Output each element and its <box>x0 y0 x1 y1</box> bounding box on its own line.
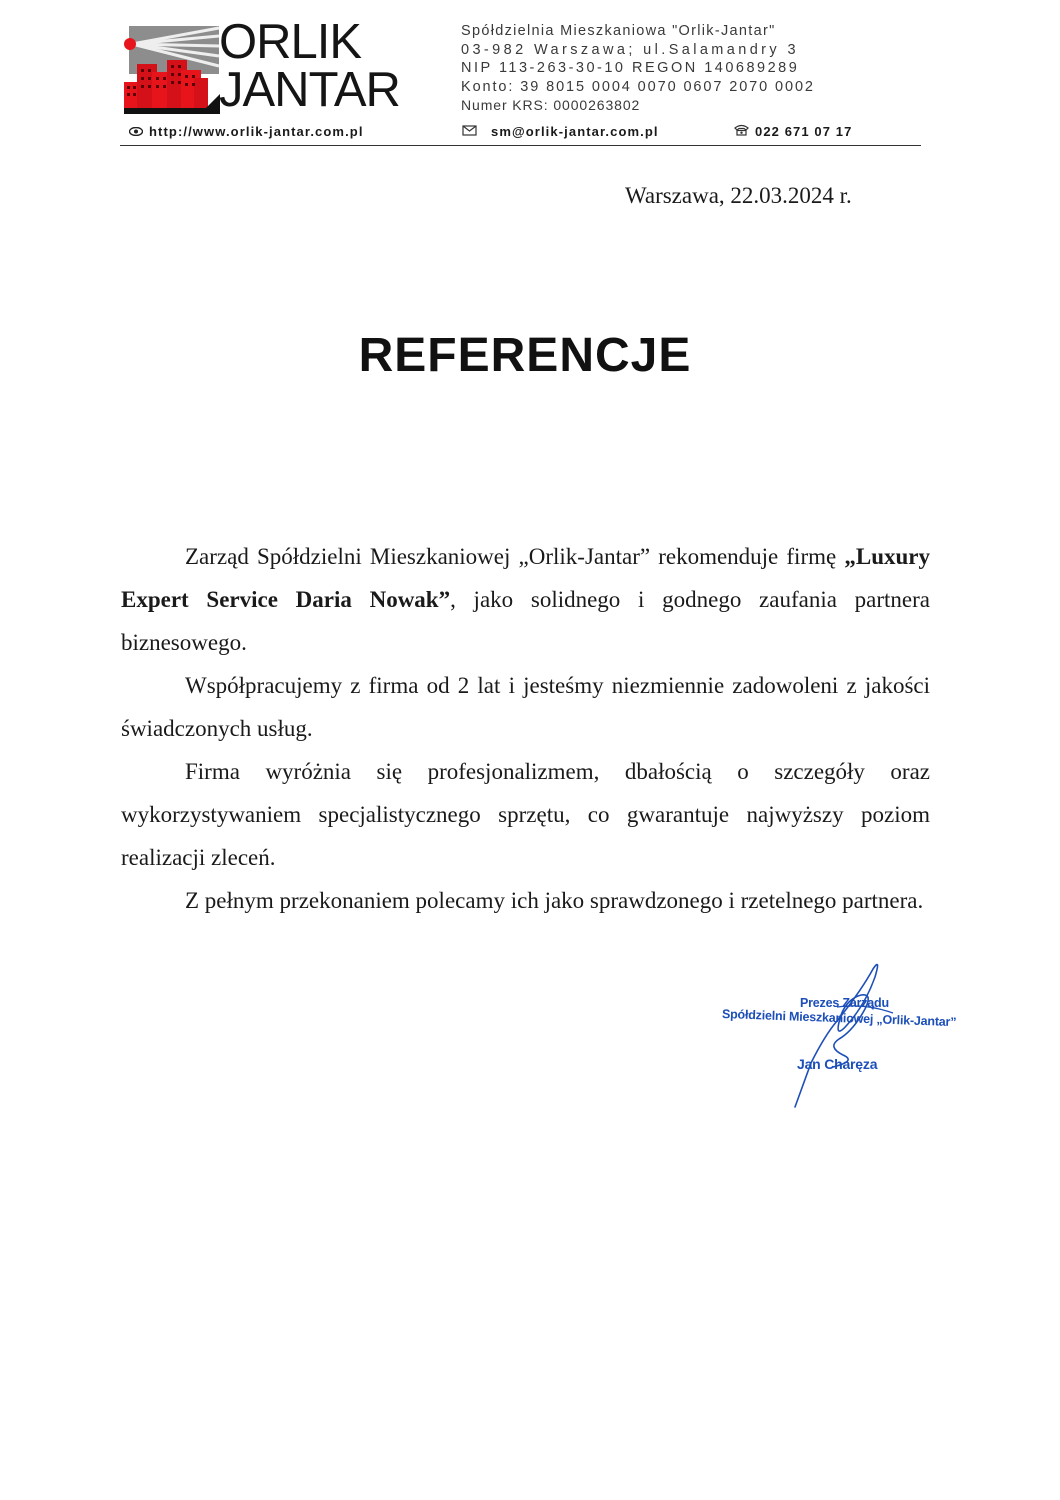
paragraph-3: Firma wyróżnia się profesjonalizmem, dbałością o szczegóły oraz wykorzystywaniem specjalistycznego sprzętu, co gwarantuje najwyższy poziom realizacji zleceń. <box>121 759 930 870</box>
paragraph-2: Współpracujemy z firma od 2 lat i jesteśmy niezmiennie zadowoleni z jakości świadczonych usług. <box>121 673 930 741</box>
paragraph-1-end: , jako solidnego i godnego zaufania partnera biznesowego. <box>121 587 930 655</box>
company-name: Spółdzielnia Mieszkaniowa "Orlik-Jantar" <box>461 23 776 39</box>
paragraph-1-intro: Zarząd Spółdzielni Mieszkaniowej „Orlik-Jantar” rekomenduje firmę <box>185 544 845 569</box>
phone-number: 022 671 07 17 <box>755 124 853 139</box>
stamp-signatory-name: Jan Charęza <box>797 1056 878 1072</box>
eye-icon <box>129 124 143 139</box>
stamp-organization: Spółdzielni Mieszkaniowej „Orlik-Jantar” <box>721 1007 957 1030</box>
building-logo-icon <box>124 22 224 116</box>
website-link[interactable]: http://www.orlik-jantar.com.pl <box>149 124 364 139</box>
company-krs: Numer KRS: 0000263802 <box>461 97 641 113</box>
website-contact <box>129 124 364 139</box>
paragraph-4: Z pełnym przekonaniem polecamy ich jako sprawdzonego i rzetelnego partnera. <box>185 888 924 913</box>
signature-stamp <box>715 955 975 1115</box>
letterhead-divider <box>120 145 921 146</box>
email-contact <box>462 124 659 139</box>
handwritten-signature-icon <box>715 955 975 1115</box>
company-address: 03-982 Warszawa; ul.Salamandry 3 <box>461 41 799 58</box>
stamp-role: Prezes Zarządu <box>800 996 889 1010</box>
envelope-icon <box>462 124 477 139</box>
phone-contact <box>734 124 852 139</box>
letter-title <box>0 328 1060 383</box>
logo-wordmark <box>219 15 400 117</box>
company-nip-regon: NIP 113-263-30-10 REGON 140689289 <box>461 60 800 76</box>
letter-body <box>121 535 930 922</box>
recommended-company: „Luxury Expert Service Daria Nowak” <box>121 544 930 612</box>
logo-line-1: ORLIK <box>219 15 362 69</box>
letter-title-text: REFERENCJE <box>358 329 692 382</box>
phone-icon <box>734 124 749 139</box>
company-details <box>461 22 815 115</box>
paragraph-1 <box>121 535 930 664</box>
logo-line-2: JANTAR <box>219 63 400 117</box>
email-link[interactable]: sm@orlik-jantar.com.pl <box>491 124 659 139</box>
letter-date: Warszawa, 22.03.2024 r. <box>625 183 852 208</box>
company-bank-account: Konto: 39 8015 0004 0070 0607 2070 0002 <box>461 78 815 95</box>
